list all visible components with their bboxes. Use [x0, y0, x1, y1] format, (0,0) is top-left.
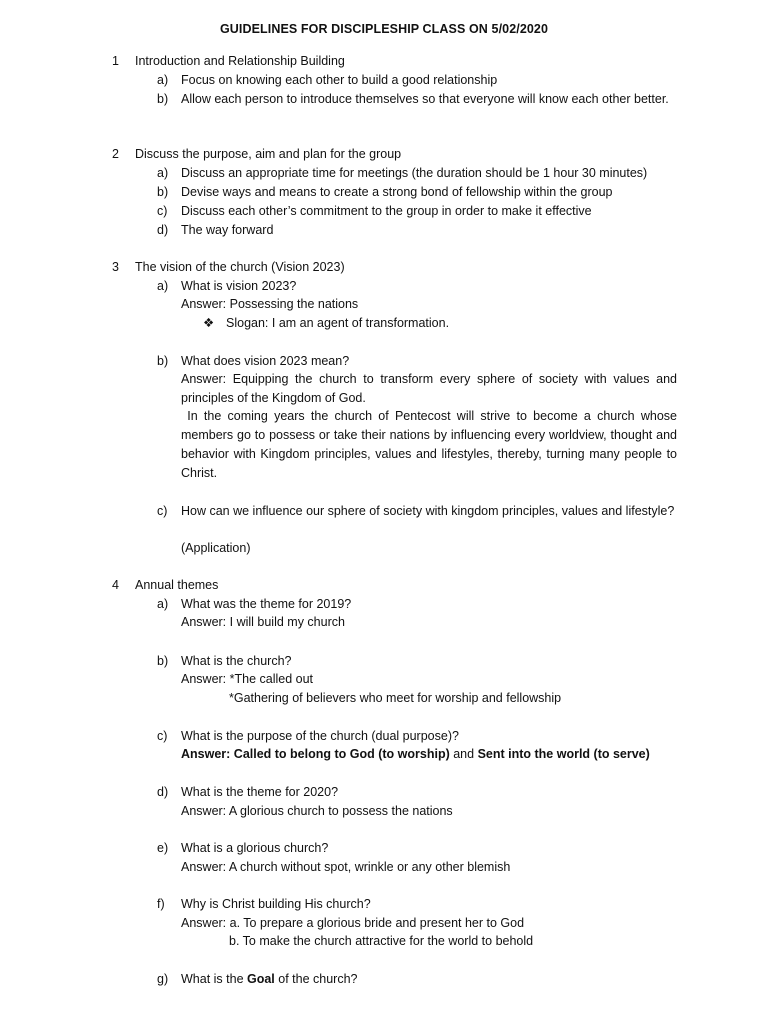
list-item-text: The way forward — [181, 223, 274, 237]
section-number: 4 — [112, 578, 119, 592]
answer-text: Answer: A glorious church to possess the nations — [181, 804, 453, 818]
section-heading: Discuss the purpose, aim and plan for the group — [135, 147, 402, 161]
list-marker: b) — [157, 92, 169, 106]
slogan-text: Slogan: I am an agent of transformation. — [226, 316, 450, 330]
answer-block — [181, 370, 681, 482]
list-marker: a) — [157, 73, 169, 87]
question-text — [181, 970, 677, 989]
list-item-text: Discuss each other’s commitment to the group in order to make it effective — [181, 204, 592, 218]
list-marker: c) — [157, 729, 168, 743]
list-item-text: Discuss an appropriate time for meetings (the duration should be 1 hour 30 minutes) — [181, 166, 648, 180]
question-text: Why is Christ building His church? — [181, 897, 371, 911]
question-text: What does vision 2023 mean? — [181, 354, 350, 368]
list-marker: b) — [157, 654, 169, 668]
question-text: How can we influence our sphere of society with kingdom principles, values and lifestyle? — [181, 504, 675, 518]
list-marker: a) — [157, 166, 169, 180]
note-text: (Application) — [181, 541, 251, 555]
list-item-text: Focus on knowing each other to build a good relationship — [181, 73, 498, 87]
list-marker: f) — [157, 897, 165, 911]
list-marker: b) — [157, 185, 169, 199]
question-text: What is a glorious church? — [181, 841, 329, 855]
list-marker: e) — [157, 841, 169, 855]
question-suffix: of the church? — [274, 972, 358, 986]
question-text: What is the theme for 2020? — [181, 785, 339, 799]
answer-text: Answer: A church without spot, wrinkle or any other blemish — [181, 860, 511, 874]
document-title: GUIDELINES FOR DISCIPLESHIP CLASS ON 5/02/2020 — [219, 22, 549, 36]
question-text: What is vision 2023? — [181, 279, 297, 293]
answer-paragraph: In the coming years the church of Pentecost will strive to become a church whose members go to possess or take their nations by influencing every worldview, thought and behavior with Kingdom principles, values and lifestyles, thereby, turning many people to Christ. — [181, 409, 681, 480]
list-marker: c) — [157, 504, 168, 518]
answer-text: Answer: Possessing the nations — [181, 297, 359, 311]
question-prefix: What is the — [181, 972, 247, 986]
list-item-text: Devise ways and means to create a strong bond of fellowship within the group — [181, 185, 613, 199]
list-marker: a) — [157, 279, 169, 293]
answer-text-continued: b. To make the church attractive for the world to behold — [229, 934, 534, 948]
answer-text: Answer: I will build my church — [181, 615, 345, 629]
answer-text: Answer: a. To prepare a glorious bride and present her to God — [181, 916, 525, 930]
list-item-text: Allow each person to introduce themselves so that everyone will know each other better. — [181, 92, 669, 106]
answer-text-continued: *Gathering of believers who meet for worship and fellowship — [229, 691, 562, 705]
list-marker: d) — [157, 785, 169, 799]
section-number: 2 — [112, 147, 119, 161]
diamond-bullet-icon: ❖ — [203, 316, 215, 330]
section-number: 3 — [112, 260, 119, 274]
question-text: What was the theme for 2019? — [181, 597, 352, 611]
section-heading: Annual themes — [135, 578, 219, 592]
question-text: What is the purpose of the church (dual purpose)? — [181, 729, 459, 743]
answer-bold-worship: Answer: Called to belong to God (to worship) — [181, 747, 450, 761]
list-marker: g) — [157, 972, 169, 986]
question-bold-goal: Goal — [247, 972, 275, 986]
list-marker: b) — [157, 354, 169, 368]
section-number: 1 — [112, 54, 119, 68]
list-marker: c) — [157, 204, 168, 218]
answer-conjunction: and — [449, 747, 478, 761]
section-heading: Introduction and Relationship Building — [135, 54, 345, 68]
question-text: What is the church? — [181, 654, 292, 668]
section-heading: The vision of the church (Vision 2023) — [135, 260, 345, 274]
answer-text: Answer: Equipping the church to transform every sphere of society with values and principles of the Kingdom of God. — [181, 372, 677, 405]
list-marker: a) — [157, 597, 169, 611]
answer-text — [181, 745, 650, 764]
answer-bold-serve: Sent into the world (to serve) — [477, 747, 650, 761]
answer-text: Answer: *The called out — [181, 672, 314, 686]
list-marker: d) — [157, 223, 169, 237]
